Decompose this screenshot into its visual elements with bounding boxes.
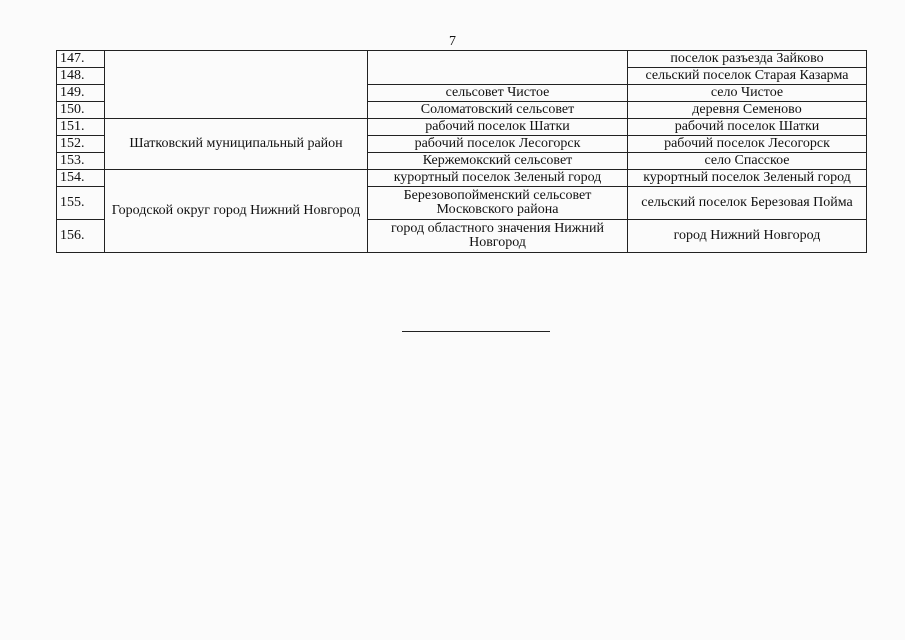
row-number: 155. bbox=[57, 187, 105, 220]
settlement-cell: сельский поселок Березовая Пойма bbox=[628, 187, 867, 220]
settlement-cell: курортный поселок Зеленый город bbox=[628, 170, 867, 187]
row-number: 152. bbox=[57, 136, 105, 153]
settlement-cell: город Нижний Новгород bbox=[628, 220, 867, 253]
municipality-cell: Березовопойменский сельсовет Московского района bbox=[368, 187, 628, 220]
row-number: 149. bbox=[57, 85, 105, 102]
settlement-cell: село Чистое bbox=[628, 85, 867, 102]
row-number: 151. bbox=[57, 119, 105, 136]
district-cell: Городской округ город Нижний Новгород bbox=[105, 170, 368, 253]
municipality-cell-empty bbox=[368, 51, 628, 85]
municipality-cell: Кержемокский сельсовет bbox=[368, 153, 628, 170]
settlement-cell: деревня Семеново bbox=[628, 102, 867, 119]
municipality-cell: рабочий поселок Шатки bbox=[368, 119, 628, 136]
table-row bbox=[57, 119, 867, 136]
row-number: 148. bbox=[57, 68, 105, 85]
table-row bbox=[57, 51, 867, 68]
district-cell: Шатковский муниципальный район bbox=[105, 119, 368, 170]
settlement-cell: село Спасское bbox=[628, 153, 867, 170]
municipality-cell: курортный поселок Зеленый город bbox=[368, 170, 628, 187]
settlement-cell: рабочий поселок Шатки bbox=[628, 119, 867, 136]
municipality-cell: Соломатовский сельсовет bbox=[368, 102, 628, 119]
municipality-cell: рабочий поселок Лесогорск bbox=[368, 136, 628, 153]
row-number: 153. bbox=[57, 153, 105, 170]
page-number: 7 bbox=[449, 34, 456, 49]
municipality-cell: город областного значения Нижний Новгород bbox=[368, 220, 628, 253]
row-number: 147. bbox=[57, 51, 105, 68]
settlement-cell: поселок разъезда Зайково bbox=[628, 51, 867, 68]
row-number: 154. bbox=[57, 170, 105, 187]
settlements-table bbox=[56, 50, 867, 253]
end-separator-line bbox=[402, 331, 550, 332]
municipality-cell: сельсовет Чистое bbox=[368, 85, 628, 102]
district-cell-empty bbox=[105, 51, 368, 119]
settlement-cell: сельский поселок Старая Казарма bbox=[628, 68, 867, 85]
row-number: 150. bbox=[57, 102, 105, 119]
settlement-cell: рабочий поселок Лесогорск bbox=[628, 136, 867, 153]
table-row bbox=[57, 170, 867, 187]
row-number: 156. bbox=[57, 220, 105, 253]
